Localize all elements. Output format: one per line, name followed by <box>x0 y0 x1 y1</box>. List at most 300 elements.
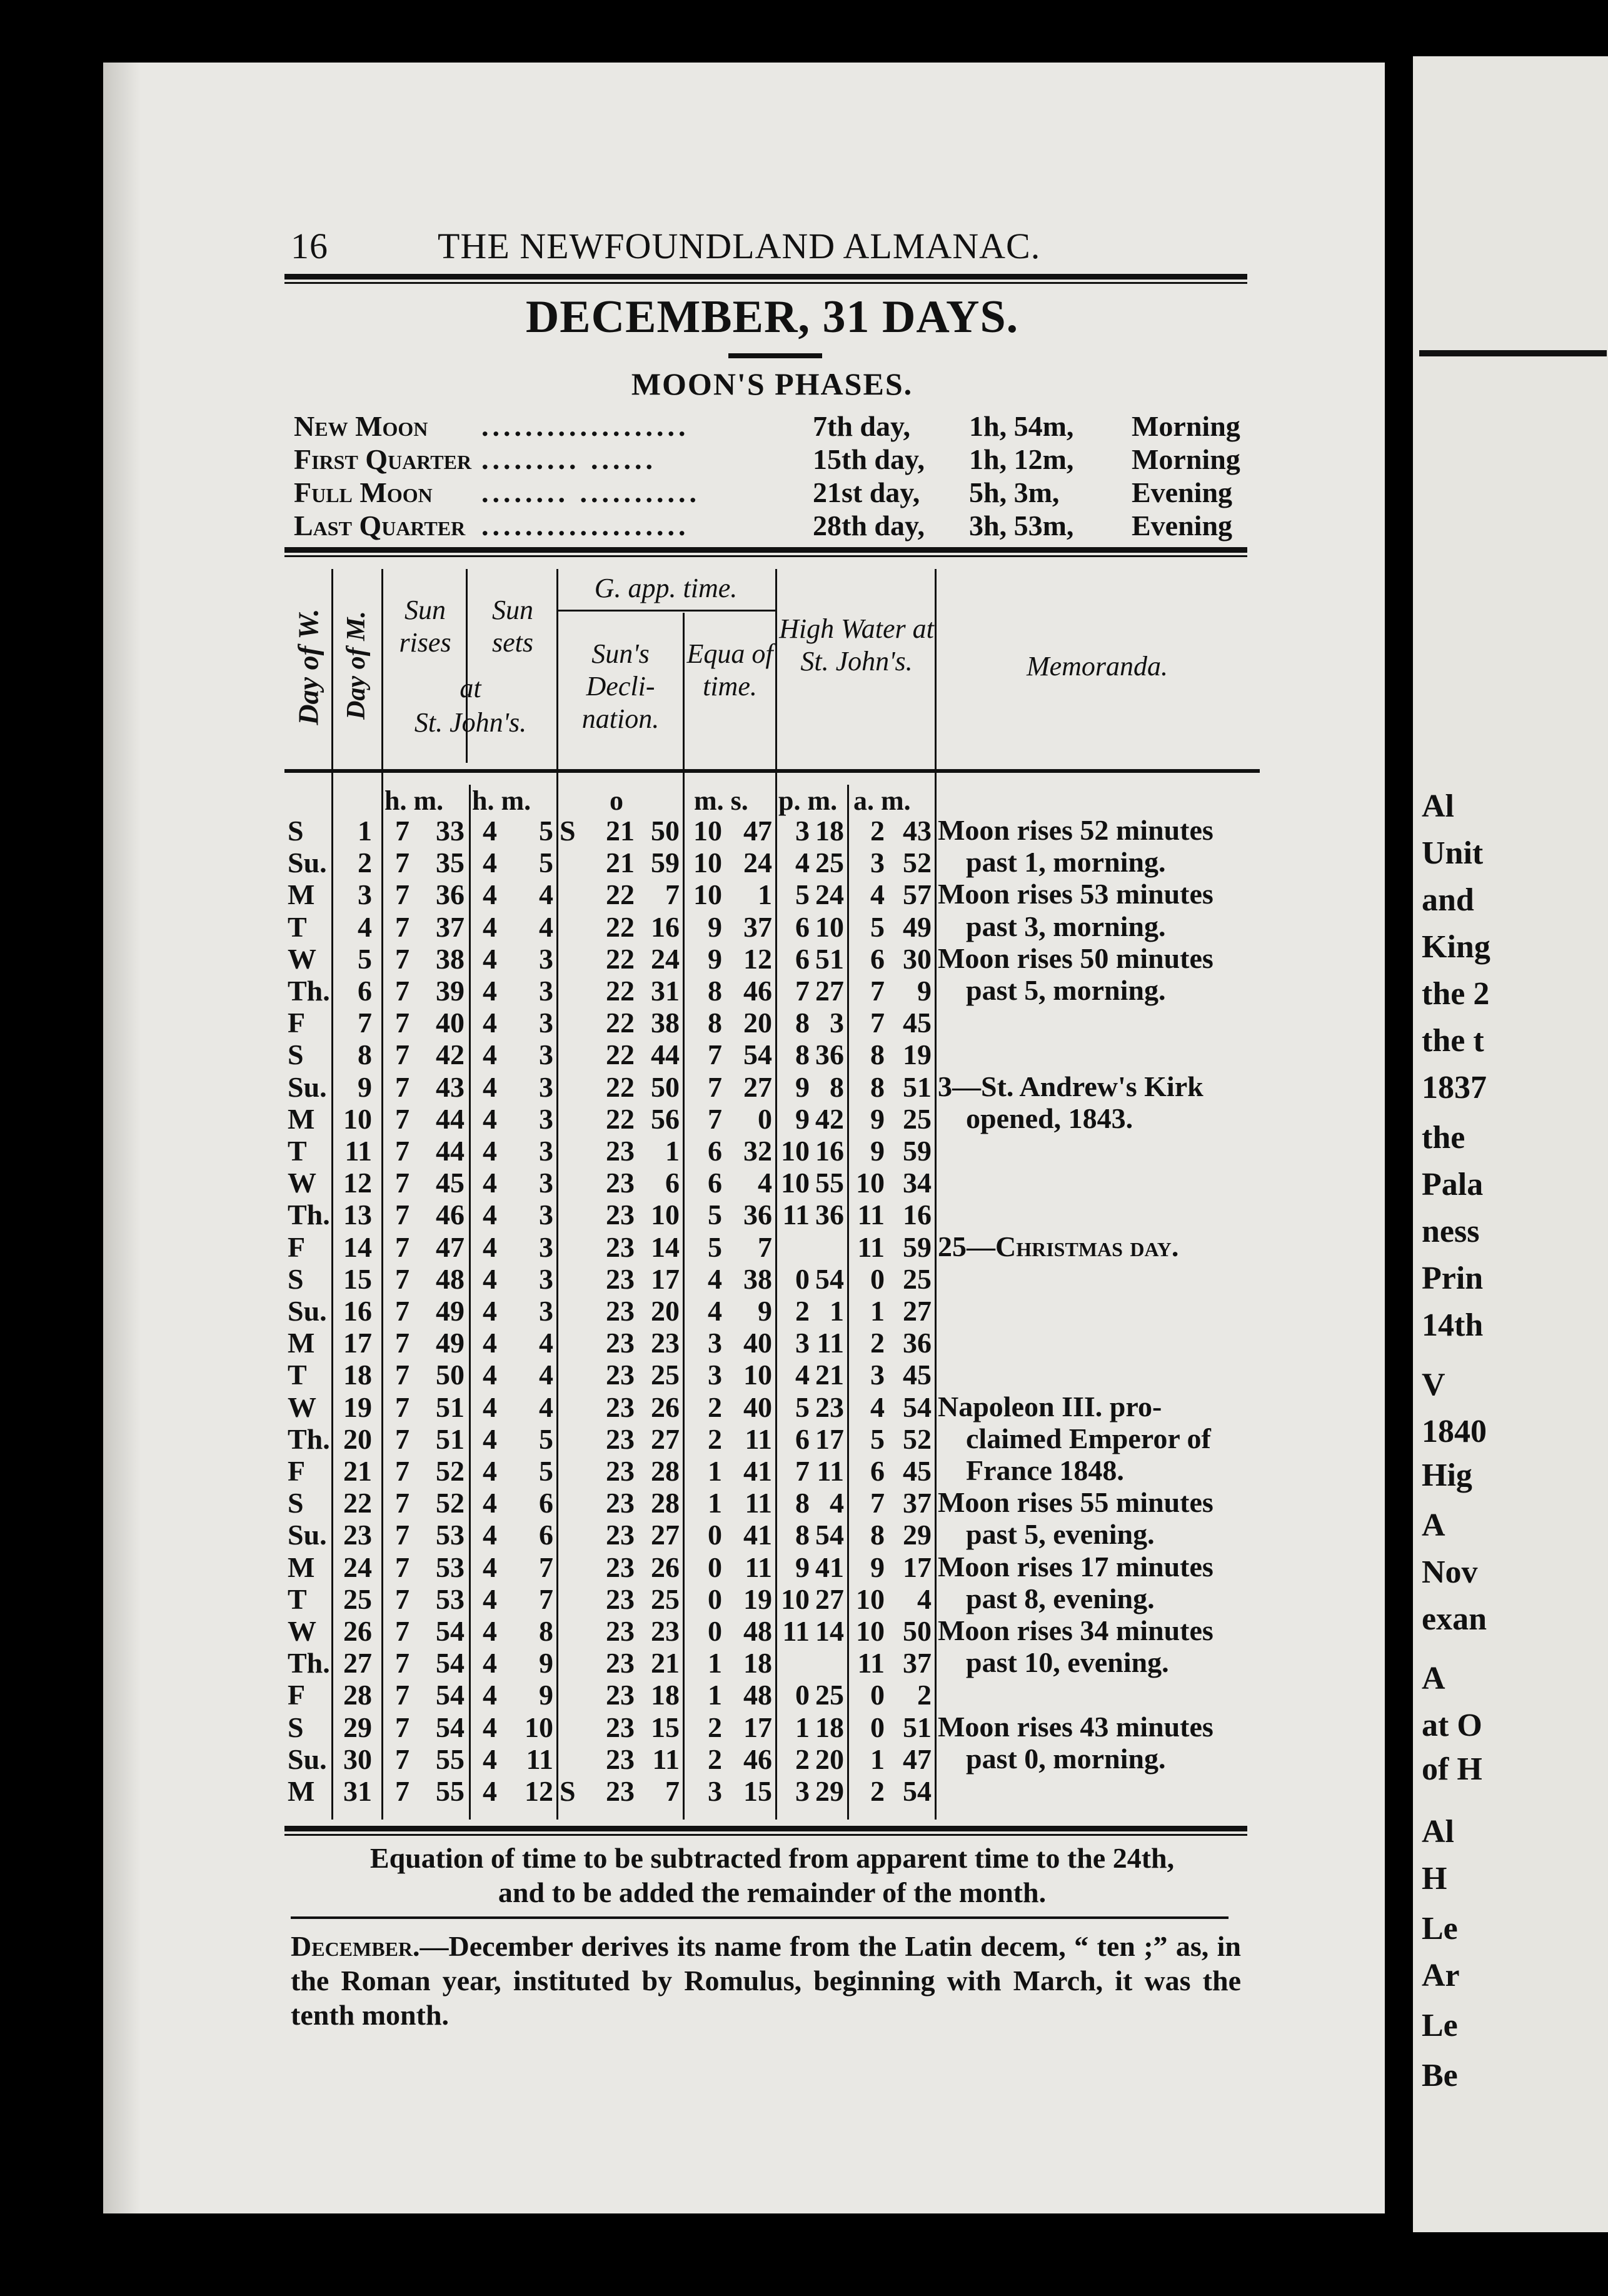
set-h: 4 <box>483 1422 497 1455</box>
eq-m: 4 <box>708 1262 722 1295</box>
table-row <box>284 1198 1260 1229</box>
hw-am-m: 45 <box>903 1455 932 1487</box>
set-m: 3 <box>539 975 553 1007</box>
hw-pm-h: 7 <box>795 975 810 1007</box>
set-h: 4 <box>483 1231 497 1263</box>
decl-deg: 22 <box>606 1039 635 1071</box>
eq-s: 41 <box>743 1519 772 1551</box>
hw-am-h: 0 <box>870 1711 885 1743</box>
rise-h: 7 <box>395 1199 410 1231</box>
rise-h: 7 <box>395 1070 410 1103</box>
decl-min: 50 <box>651 815 680 847</box>
hw-pm-m: 51 <box>815 942 844 975</box>
rise-h: 7 <box>395 1327 410 1359</box>
hw-pm-h: 8 <box>795 1519 810 1551</box>
set-h: 4 <box>483 1647 497 1679</box>
set-h: 4 <box>483 1295 497 1327</box>
rise-h: 7 <box>395 1711 410 1743</box>
hw-pm-h: 11 <box>782 1199 810 1231</box>
facing-page-fragment: 1840 <box>1422 1414 1487 1449</box>
eq-m: 9 <box>708 942 722 975</box>
page-number: 16 <box>291 226 328 266</box>
set-m: 4 <box>539 1359 553 1391</box>
rise-m: 55 <box>436 1775 465 1807</box>
decl-deg: 23 <box>606 1519 635 1551</box>
decl-min: 10 <box>651 1199 680 1231</box>
hw-am-h: 9 <box>870 1102 885 1135</box>
set-m: 7 <box>539 1583 553 1615</box>
hw-am-m: 16 <box>903 1199 932 1231</box>
decl-deg: 22 <box>606 910 635 943</box>
memo-line: Moon rises 52 minutes <box>938 814 1214 846</box>
hw-am-m: 25 <box>903 1262 932 1295</box>
col-day-of-week: Day of W. <box>292 608 324 725</box>
day-of-month: 14 <box>343 1231 372 1263</box>
set-h: 4 <box>483 1679 497 1711</box>
set-h: 4 <box>483 1070 497 1103</box>
set-h: 4 <box>483 975 497 1007</box>
hw-am-m: 45 <box>903 1359 932 1391</box>
eq-s: 12 <box>743 942 772 975</box>
hw-pm-m: 16 <box>815 1135 844 1167</box>
set-m: 4 <box>539 910 553 943</box>
hw-pm-m: 8 <box>830 1070 844 1103</box>
eq-m: 7 <box>708 1102 722 1135</box>
hw-am-h: 0 <box>870 1679 885 1711</box>
footnote-rule <box>291 1916 1229 1919</box>
hw-am-h: 10 <box>856 1615 885 1647</box>
rise-m: 33 <box>436 815 465 847</box>
memo-line: past 5, morning. <box>966 974 1166 1006</box>
day-of-month: 19 <box>343 1391 372 1423</box>
hw-am-h: 7 <box>870 975 885 1007</box>
hw-pm-h: 10 <box>781 1135 810 1167</box>
hw-pm-h: 6 <box>795 910 810 943</box>
unit-am: a. m. <box>853 785 911 816</box>
day-of-week: Th. <box>288 975 330 1007</box>
eq-s: 36 <box>743 1199 772 1231</box>
facing-page-fragment: A <box>1422 1508 1445 1543</box>
hw-pm-m: 10 <box>815 910 844 943</box>
set-h: 4 <box>483 1262 497 1295</box>
set-m: 4 <box>539 1327 553 1359</box>
rise-m: 39 <box>436 975 465 1007</box>
rise-m: 46 <box>436 1199 465 1231</box>
memo-line: Moon rises 43 minutes <box>938 1710 1214 1743</box>
day-of-week: T <box>288 1135 307 1167</box>
decl-deg: 23 <box>606 1679 635 1711</box>
hw-pm-h: 3 <box>795 815 810 847</box>
decl-min: 17 <box>651 1262 680 1295</box>
rise-m: 49 <box>436 1327 465 1359</box>
col-memoranda: Memoranda. <box>1026 651 1168 682</box>
footnote-line-1: Equation of time to be subtracted from apparent time to the 24th, <box>369 1842 1175 1874</box>
eq-m: 10 <box>693 847 722 879</box>
eq-m: 4 <box>708 1295 722 1327</box>
set-m: 3 <box>539 1135 553 1167</box>
hw-pm-m: 54 <box>815 1262 844 1295</box>
day-of-week: T <box>288 1583 307 1615</box>
phase-hour: 3h, 53m, <box>969 510 1074 541</box>
set-m: 4 <box>539 879 553 911</box>
decl-min: 23 <box>651 1615 680 1647</box>
hw-pm-m: 54 <box>815 1519 844 1551</box>
facing-page-fragment: the <box>1422 1120 1465 1156</box>
decl-min: 28 <box>651 1487 680 1519</box>
eq-s: 32 <box>743 1135 772 1167</box>
hw-am-m: 34 <box>903 1167 932 1199</box>
facing-page-fragment: Unit <box>1422 835 1484 871</box>
hw-am-h: 11 <box>857 1199 885 1231</box>
eq-m: 2 <box>708 1422 722 1455</box>
set-m: 3 <box>539 1199 553 1231</box>
facing-page-fragment: Prin <box>1422 1261 1484 1296</box>
rise-h: 7 <box>395 879 410 911</box>
facing-page-fragment: ness <box>1422 1214 1480 1249</box>
day-of-week: F <box>288 1679 306 1711</box>
eq-m: 6 <box>708 1135 722 1167</box>
unit-hm: h. m. <box>384 785 444 816</box>
day-of-month: 3 <box>358 879 372 911</box>
day-of-month: 7 <box>358 1007 372 1039</box>
facing-page-fragment: Le <box>1422 2008 1458 2043</box>
decl-deg: 23 <box>606 1775 635 1807</box>
rise-m: 43 <box>436 1070 465 1103</box>
set-m: 5 <box>539 1422 553 1455</box>
rise-h: 7 <box>395 847 410 879</box>
facing-page-fragment: H <box>1422 1861 1447 1896</box>
phase-name: New Moon <box>294 410 428 442</box>
hw-am-h: 8 <box>870 1070 885 1103</box>
hw-pm-h: 10 <box>781 1583 810 1615</box>
decl-min: 7 <box>665 1775 680 1807</box>
set-m: 5 <box>539 847 553 879</box>
day-of-week: S <box>288 1711 304 1743</box>
rise-m: 49 <box>436 1295 465 1327</box>
eq-m: 8 <box>708 1007 722 1039</box>
rise-h: 7 <box>395 1007 410 1039</box>
hw-pm-m: 20 <box>815 1743 844 1775</box>
hw-am-h: 11 <box>857 1647 885 1679</box>
day-of-week: S <box>288 1262 304 1295</box>
eq-s: 11 <box>745 1422 772 1455</box>
hw-am-h: 11 <box>857 1231 885 1263</box>
set-m: 3 <box>539 1070 553 1103</box>
facing-page-fragment: Hig <box>1422 1458 1472 1493</box>
hw-am-m: 59 <box>903 1231 932 1263</box>
hw-am-m: 51 <box>903 1070 932 1103</box>
facing-page-fragment: V <box>1422 1367 1445 1402</box>
day-of-week: S <box>288 1487 304 1519</box>
table-row <box>284 1326 1260 1357</box>
decl-min: 1 <box>665 1135 680 1167</box>
memo-line: 3—St. Andrew's Kirk <box>938 1070 1203 1102</box>
eq-m: 9 <box>708 910 722 943</box>
hw-pm-h: 9 <box>795 1551 810 1583</box>
rise-h: 7 <box>395 1551 410 1583</box>
paragraph-lead: December. <box>291 1930 420 1962</box>
set-m: 3 <box>539 1102 553 1135</box>
hw-pm-h: 3 <box>795 1327 810 1359</box>
eq-s: 41 <box>743 1455 772 1487</box>
title-rule <box>728 353 822 358</box>
eq-s: 38 <box>743 1262 772 1295</box>
day-of-week: M <box>288 1102 315 1135</box>
decl-deg: 21 <box>606 847 635 879</box>
rise-m: 54 <box>436 1615 465 1647</box>
eq-m: 1 <box>708 1679 722 1711</box>
eq-s: 1 <box>758 879 772 911</box>
eq-s: 54 <box>743 1039 772 1071</box>
rise-m: 53 <box>436 1551 465 1583</box>
day-of-week: M <box>288 1551 315 1583</box>
table-row <box>284 1166 1260 1197</box>
hw-am-m: 49 <box>903 910 932 943</box>
hw-pm-h: 11 <box>782 1615 810 1647</box>
phase-hour: 1h, 54m, <box>969 410 1074 442</box>
set-m: 9 <box>539 1647 553 1679</box>
rise-h: 7 <box>395 1102 410 1135</box>
set-m: 3 <box>539 1039 553 1071</box>
day-of-week: M <box>288 1775 315 1807</box>
memo-line: France 1848. <box>966 1454 1124 1486</box>
decl-deg: 22 <box>606 1007 635 1039</box>
phases-rule <box>284 547 1247 557</box>
phase-time: Morning <box>1132 443 1240 475</box>
rise-h: 7 <box>395 975 410 1007</box>
rise-m: 54 <box>436 1711 465 1743</box>
facing-page-fragment: 1837 <box>1422 1070 1487 1105</box>
hw-pm-h: 10 <box>781 1167 810 1199</box>
set-m: 8 <box>539 1615 553 1647</box>
phase-row <box>294 410 1269 447</box>
set-h: 4 <box>483 1455 497 1487</box>
unit-hm: h. m. <box>472 785 531 816</box>
day-of-week: S <box>288 1039 304 1071</box>
hw-pm-m: 4 <box>830 1487 844 1519</box>
hw-pm-m: 41 <box>815 1551 844 1583</box>
facing-page-fragment: Ar <box>1422 1958 1460 1993</box>
hw-pm-m: 42 <box>815 1102 844 1135</box>
rise-m: 42 <box>436 1039 465 1071</box>
day-of-week: Su. <box>288 847 327 879</box>
day-of-month: 1 <box>358 815 372 847</box>
day-of-month: 23 <box>343 1519 372 1551</box>
eq-m: 3 <box>708 1327 722 1359</box>
hw-pm-h: 6 <box>795 942 810 975</box>
eq-s: 47 <box>743 815 772 847</box>
set-h: 4 <box>483 1007 497 1039</box>
table-row <box>284 1038 1260 1069</box>
col-high-water: High Water at St. John's. <box>779 613 934 677</box>
set-h: 4 <box>483 1102 497 1135</box>
facing-page-rule <box>1419 350 1607 356</box>
hw-am-h: 1 <box>870 1295 885 1327</box>
hw-pm-m: 3 <box>830 1007 844 1039</box>
hw-am-m: 2 <box>917 1679 932 1711</box>
rise-h: 7 <box>395 942 410 975</box>
hw-am-m: 43 <box>903 815 932 847</box>
memo-line: Moon rises 17 minutes <box>938 1550 1214 1583</box>
eq-s: 46 <box>743 975 772 1007</box>
set-m: 3 <box>539 942 553 975</box>
hw-pm-m: 36 <box>815 1199 844 1231</box>
memo-line: Moon rises 50 minutes <box>938 942 1214 974</box>
phase-dots: ......... ...... <box>481 443 656 475</box>
facing-page-fragment: exan <box>1422 1601 1487 1637</box>
eq-m: 7 <box>708 1070 722 1103</box>
eq-s: 15 <box>743 1775 772 1807</box>
rise-m: 53 <box>436 1519 465 1551</box>
decl-deg: 23 <box>606 1295 635 1327</box>
rise-m: 51 <box>436 1391 465 1423</box>
decl-deg: 23 <box>606 1551 635 1583</box>
hw-am-m: 4 <box>917 1583 932 1615</box>
day-of-week: T <box>288 910 307 943</box>
hw-pm-m: 27 <box>815 1583 844 1615</box>
set-h: 4 <box>483 1519 497 1551</box>
rise-m: 52 <box>436 1455 465 1487</box>
phase-dots: ........ ........... <box>481 476 700 508</box>
set-h: 4 <box>483 1391 497 1423</box>
set-m: 12 <box>525 1775 553 1807</box>
eq-m: 0 <box>708 1615 722 1647</box>
decl-min: 14 <box>651 1231 680 1263</box>
hw-pm-h: 2 <box>795 1743 810 1775</box>
hw-pm-h: 9 <box>795 1102 810 1135</box>
unit-pm: p. m. <box>778 785 838 816</box>
decl-min: 23 <box>651 1327 680 1359</box>
hw-am-h: 4 <box>870 879 885 911</box>
hw-pm-h: 5 <box>795 879 810 911</box>
hw-am-h: 8 <box>870 1519 885 1551</box>
hw-pm-h: 9 <box>795 1070 810 1103</box>
hw-am-m: 36 <box>903 1327 932 1359</box>
decl-min: 59 <box>651 847 680 879</box>
rise-h: 7 <box>395 1679 410 1711</box>
day-of-month: 12 <box>343 1167 372 1199</box>
eq-s: 27 <box>743 1070 772 1103</box>
rise-h: 7 <box>395 1231 410 1263</box>
hw-pm-h: 4 <box>795 1359 810 1391</box>
col-declination: Sun's Decli- nation. <box>581 638 660 734</box>
eq-s: 11 <box>745 1487 772 1519</box>
set-m: 3 <box>539 1231 553 1263</box>
table-row <box>284 1294 1260 1326</box>
day-of-week: W <box>288 1391 316 1423</box>
memo-line: past 8, evening. <box>966 1582 1155 1614</box>
day-of-month: 22 <box>343 1487 372 1519</box>
facing-page-fragment: Nov <box>1422 1554 1478 1590</box>
hw-am-h: 2 <box>870 1327 885 1359</box>
day-of-month: 4 <box>358 910 372 943</box>
decl-deg: 22 <box>606 975 635 1007</box>
hw-am-m: 59 <box>903 1135 932 1167</box>
rise-h: 7 <box>395 1167 410 1199</box>
eq-s: 19 <box>743 1583 772 1615</box>
rise-h: 7 <box>395 1039 410 1071</box>
rise-m: 53 <box>436 1583 465 1615</box>
set-h: 4 <box>483 1487 497 1519</box>
decl-deg: 23 <box>606 1262 635 1295</box>
day-of-month: 9 <box>358 1070 372 1103</box>
hw-am-h: 7 <box>870 1007 885 1039</box>
eq-m: 5 <box>708 1231 722 1263</box>
decl-deg: 21 <box>606 815 635 847</box>
eq-m: 2 <box>708 1743 722 1775</box>
set-h: 4 <box>483 1199 497 1231</box>
rise-h: 7 <box>395 1295 410 1327</box>
day-of-week: F <box>288 1455 306 1487</box>
facing-page-fragment: 14th <box>1422 1307 1484 1343</box>
phase-row <box>294 443 1269 480</box>
hw-am-m: 9 <box>917 975 932 1007</box>
facing-page-fragment: Le <box>1422 1911 1458 1946</box>
decl-deg: 22 <box>606 942 635 975</box>
eq-s: 4 <box>758 1167 772 1199</box>
hw-pm-m: 55 <box>815 1167 844 1199</box>
rise-h: 7 <box>395 910 410 943</box>
hw-am-m: 19 <box>903 1039 932 1071</box>
facing-page-fragment: the t <box>1422 1023 1484 1059</box>
day-of-month: 2 <box>358 847 372 879</box>
day-of-week: Th. <box>288 1199 330 1231</box>
rise-m: 47 <box>436 1231 465 1263</box>
hw-am-h: 6 <box>870 1455 885 1487</box>
facing-page-fragment: at O <box>1422 1708 1482 1743</box>
phase-dots: ................... <box>481 510 690 541</box>
gapp-underline <box>556 610 775 612</box>
hw-am-m: 30 <box>903 942 932 975</box>
eq-m: 8 <box>708 975 722 1007</box>
rise-h: 7 <box>395 1519 410 1551</box>
phase-name: First Quarter <box>294 443 472 475</box>
set-h: 4 <box>483 1583 497 1615</box>
running-head <box>284 219 1260 266</box>
hw-am-m: 52 <box>903 847 932 879</box>
hw-am-h: 10 <box>856 1167 885 1199</box>
rise-h: 7 <box>395 1487 410 1519</box>
rise-m: 50 <box>436 1359 465 1391</box>
eq-s: 24 <box>743 847 772 879</box>
day-of-month: 17 <box>343 1327 372 1359</box>
decl-min: 16 <box>651 910 680 943</box>
memo-line: past 10, evening. <box>966 1646 1169 1679</box>
rise-m: 37 <box>436 910 465 943</box>
col-sun-at: at <box>460 673 481 703</box>
rise-m: 44 <box>436 1102 465 1135</box>
col-gapp-time: G. app. time. <box>594 573 738 603</box>
header-rule <box>284 274 1247 284</box>
decl-min: 7 <box>665 879 680 911</box>
decl-min: 56 <box>651 1102 680 1135</box>
set-m: 5 <box>539 1455 553 1487</box>
eq-m: 1 <box>708 1647 722 1679</box>
decl-min: 11 <box>652 1743 680 1775</box>
hw-am-h: 9 <box>870 1551 885 1583</box>
hw-am-h: 6 <box>870 942 885 975</box>
set-h: 4 <box>483 1039 497 1071</box>
eq-m: 2 <box>708 1391 722 1423</box>
eq-m: 6 <box>708 1167 722 1199</box>
unit-ms: m. s. <box>694 785 748 816</box>
decl-deg: 22 <box>606 1070 635 1103</box>
phase-dots: ................... <box>481 410 690 442</box>
decl-deg: 23 <box>606 1359 635 1391</box>
hw-pm-m: 27 <box>815 975 844 1007</box>
december-paragraph <box>291 1929 1241 2032</box>
set-h: 4 <box>483 1551 497 1583</box>
